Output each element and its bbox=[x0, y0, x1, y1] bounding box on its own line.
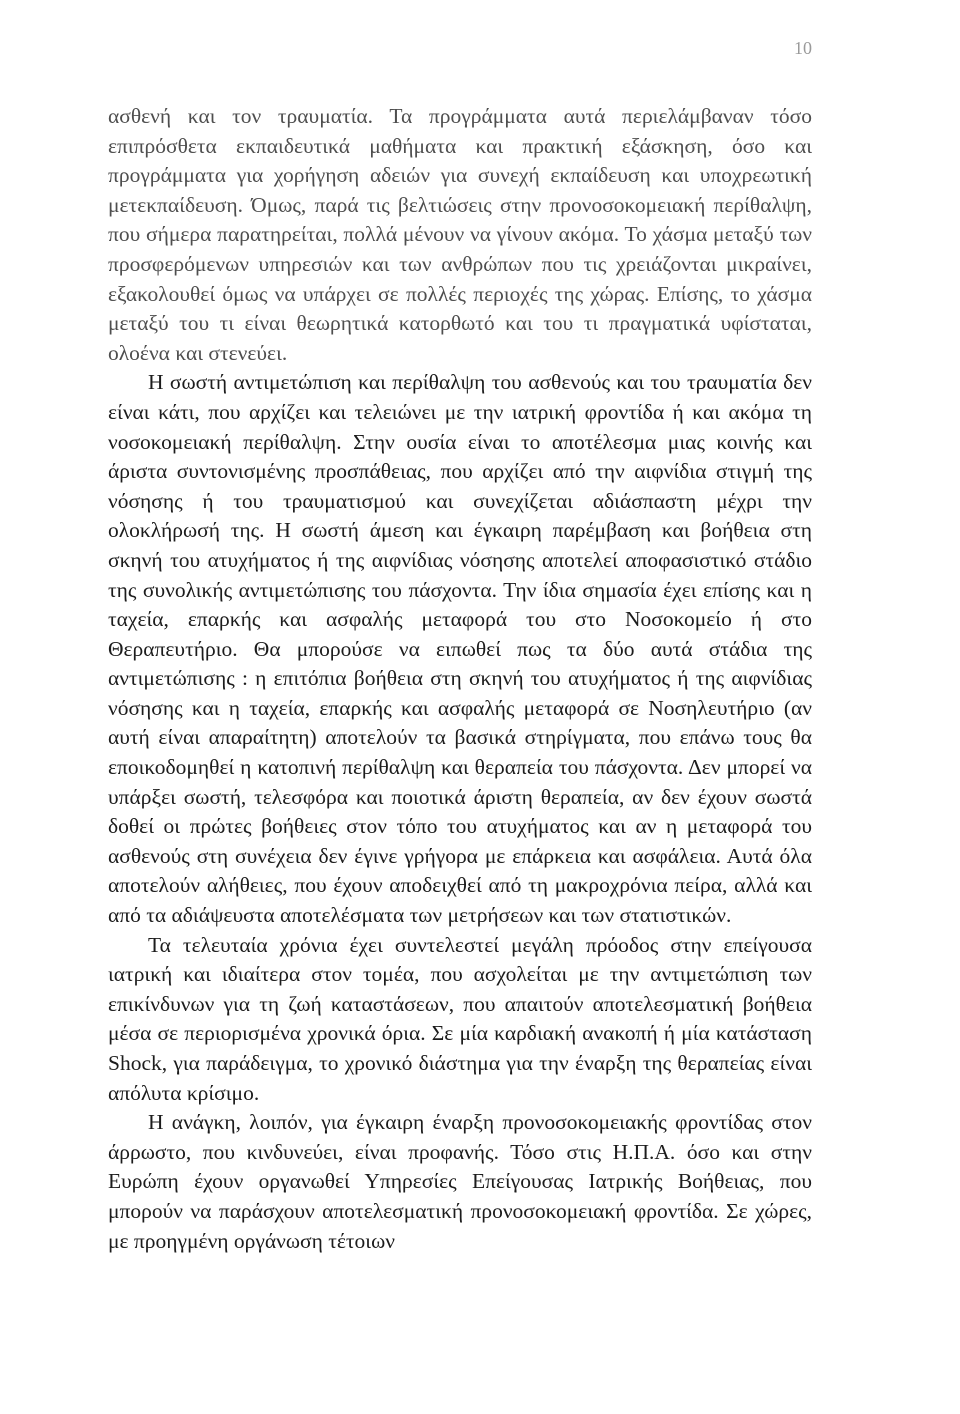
body-text bbox=[108, 102, 812, 1256]
paragraph-4: Η ανάγκη, λοιπόν, για έγκαιρη έναρξη προνοσοκομειακής φροντίδας στον άρρωστο, που κινδυνεύει, είναι προφανής. Τόσο στις Η.Π.Α. όσο και στην Ευρώπη έχουν οργανωθεί Υπηρεσίες Επείγουσας Ιατρικής Βοήθειας, που μπορούν να παράσχουν αποτελεσματική προνοσοκομειακή φροντίδα. Σε χώρες, με προηγμένη οργάνωση τέτοιων bbox=[108, 1110, 812, 1253]
paragraph-1: ασθενή και τον τραυματία. Τα προγράμματα αυτά περιελάμβαναν τόσο επιπρόσθετα εκπαιδευτικά μαθήματα και πρακτική εξάσκηση, όσο και προγράμματα για χορήγηση αδειών για συνεχή εκπαίδευση και υποχρεωτική μετεκπαίδευση. Όμως, παρά τις βελτιώσεις στην προνοσοκομειακή περίθαλψη, που σήμερα παρατηρείται, πολλά μένουν να γίνουν ακόμα. Το χάσμα μεταξύ των προσφερόμενων υπηρεσιών και των ανθρώπων που τις χρειάζονται μικραίνει, εξακολουθεί όμως να υπάρχει σε πολλές περιοχές της χώρας. Επίσης, το χάσμα μεταξύ του τι είναι θεωρητικά κατορθωτό και του τι πραγματικά υφίσταται, ολοένα και στενεύει. bbox=[108, 104, 812, 365]
page-number: 10 bbox=[794, 38, 812, 58]
paragraph-3: Τα τελευταία χρόνια έχει συντελεστεί μεγάλη πρόοδος στην επείγουσα ιατρική και ιδιαίτερα στον τομέα, που ασχολείται με την αντιμετώπιση των επικίνδυνων για τη ζωή καταστάσεων, που απαιτούν αποτελεσματική βοήθεια μέσα σε περιορισμένα χρονικά όρια. Σε μία καρδιακή ανακοπή ή μία κατάσταση Shock, για παράδειγμα, το χρονικό διάστημα για την έναρξη της θεραπείας είναι απόλυτα κρίσιμο. bbox=[108, 932, 812, 1105]
paragraph-2: Η σωστή αντιμετώπιση και περίθαλψη του ασθενούς και του τραυματία δεν είναι κάτι, που αρχίζει και τελειώνει με την ιατρική φροντίδα ή και ακόμα τη νοσοκομειακή περίθαλψη. Στην ουσία είναι το αποτέλεσμα μιας κοινής και άριστα συντονισμένης προσπάθειας, που αρχίζει από την αιφνίδια στιγμή της νόσησης ή του τραυματισμού και συνεχίζεται αδιάσπαστη μέχρι την ολοκλήρωσή της. Η σωστή άμεση και έγκαιρη παρέμβαση και βοήθεια στη σκηνή του ατυχήματος ή της αιφνίδιας νόσησης αποτελεί αποφασιστικό στάδιο της συνολικής αντιμετώπισης του πάσχοντα. Την ίδια σημασία έχει επίσης και η ταχεία, επαρκής και ασφαλής μεταφορά του στο Νοσοκομείο ή στο Θεραπευτήριο. Θα μπορούσε να ειπωθεί πως τα δύο αυτά στάδια της αντιμετώπισης : η επιτόπια βοήθεια στη σκηνή του ατυχήματος ή της αιφνίδιας νόσησης και η ταχεία, επαρκής και ασφαλής μεταφορά σε Νοσηλευτήριο (αν αυτή είναι απαραίτητη) αποτελούν τα βασικά στηρίγματα, που επάνω τους θα εποικοδομηθεί η κατοπινή περίθαλψη και θεραπεία του πάσχοντα. Δεν μπορεί να υπάρξει σωστή, τελεσφόρα και ποιοτικά άριστη θεραπεία, αν δεν έχουν σωστά δοθεί οι πρώτες βοήθειες στον τόπο του ατυχήματος και αν η μεταφορά του ασθενούς στη συνέχεια δεν έγινε γρήγορα με επάρκεια και ασφάλεια. Αυτά όλα αποτελούν αλήθειες, που έχουν αποδειχθεί από τη μακροχρόνια πείρα, αλλά και από τα αδιάψευστα αποτελέσματα των μετρήσεων και των στατιστικών. bbox=[108, 370, 812, 928]
